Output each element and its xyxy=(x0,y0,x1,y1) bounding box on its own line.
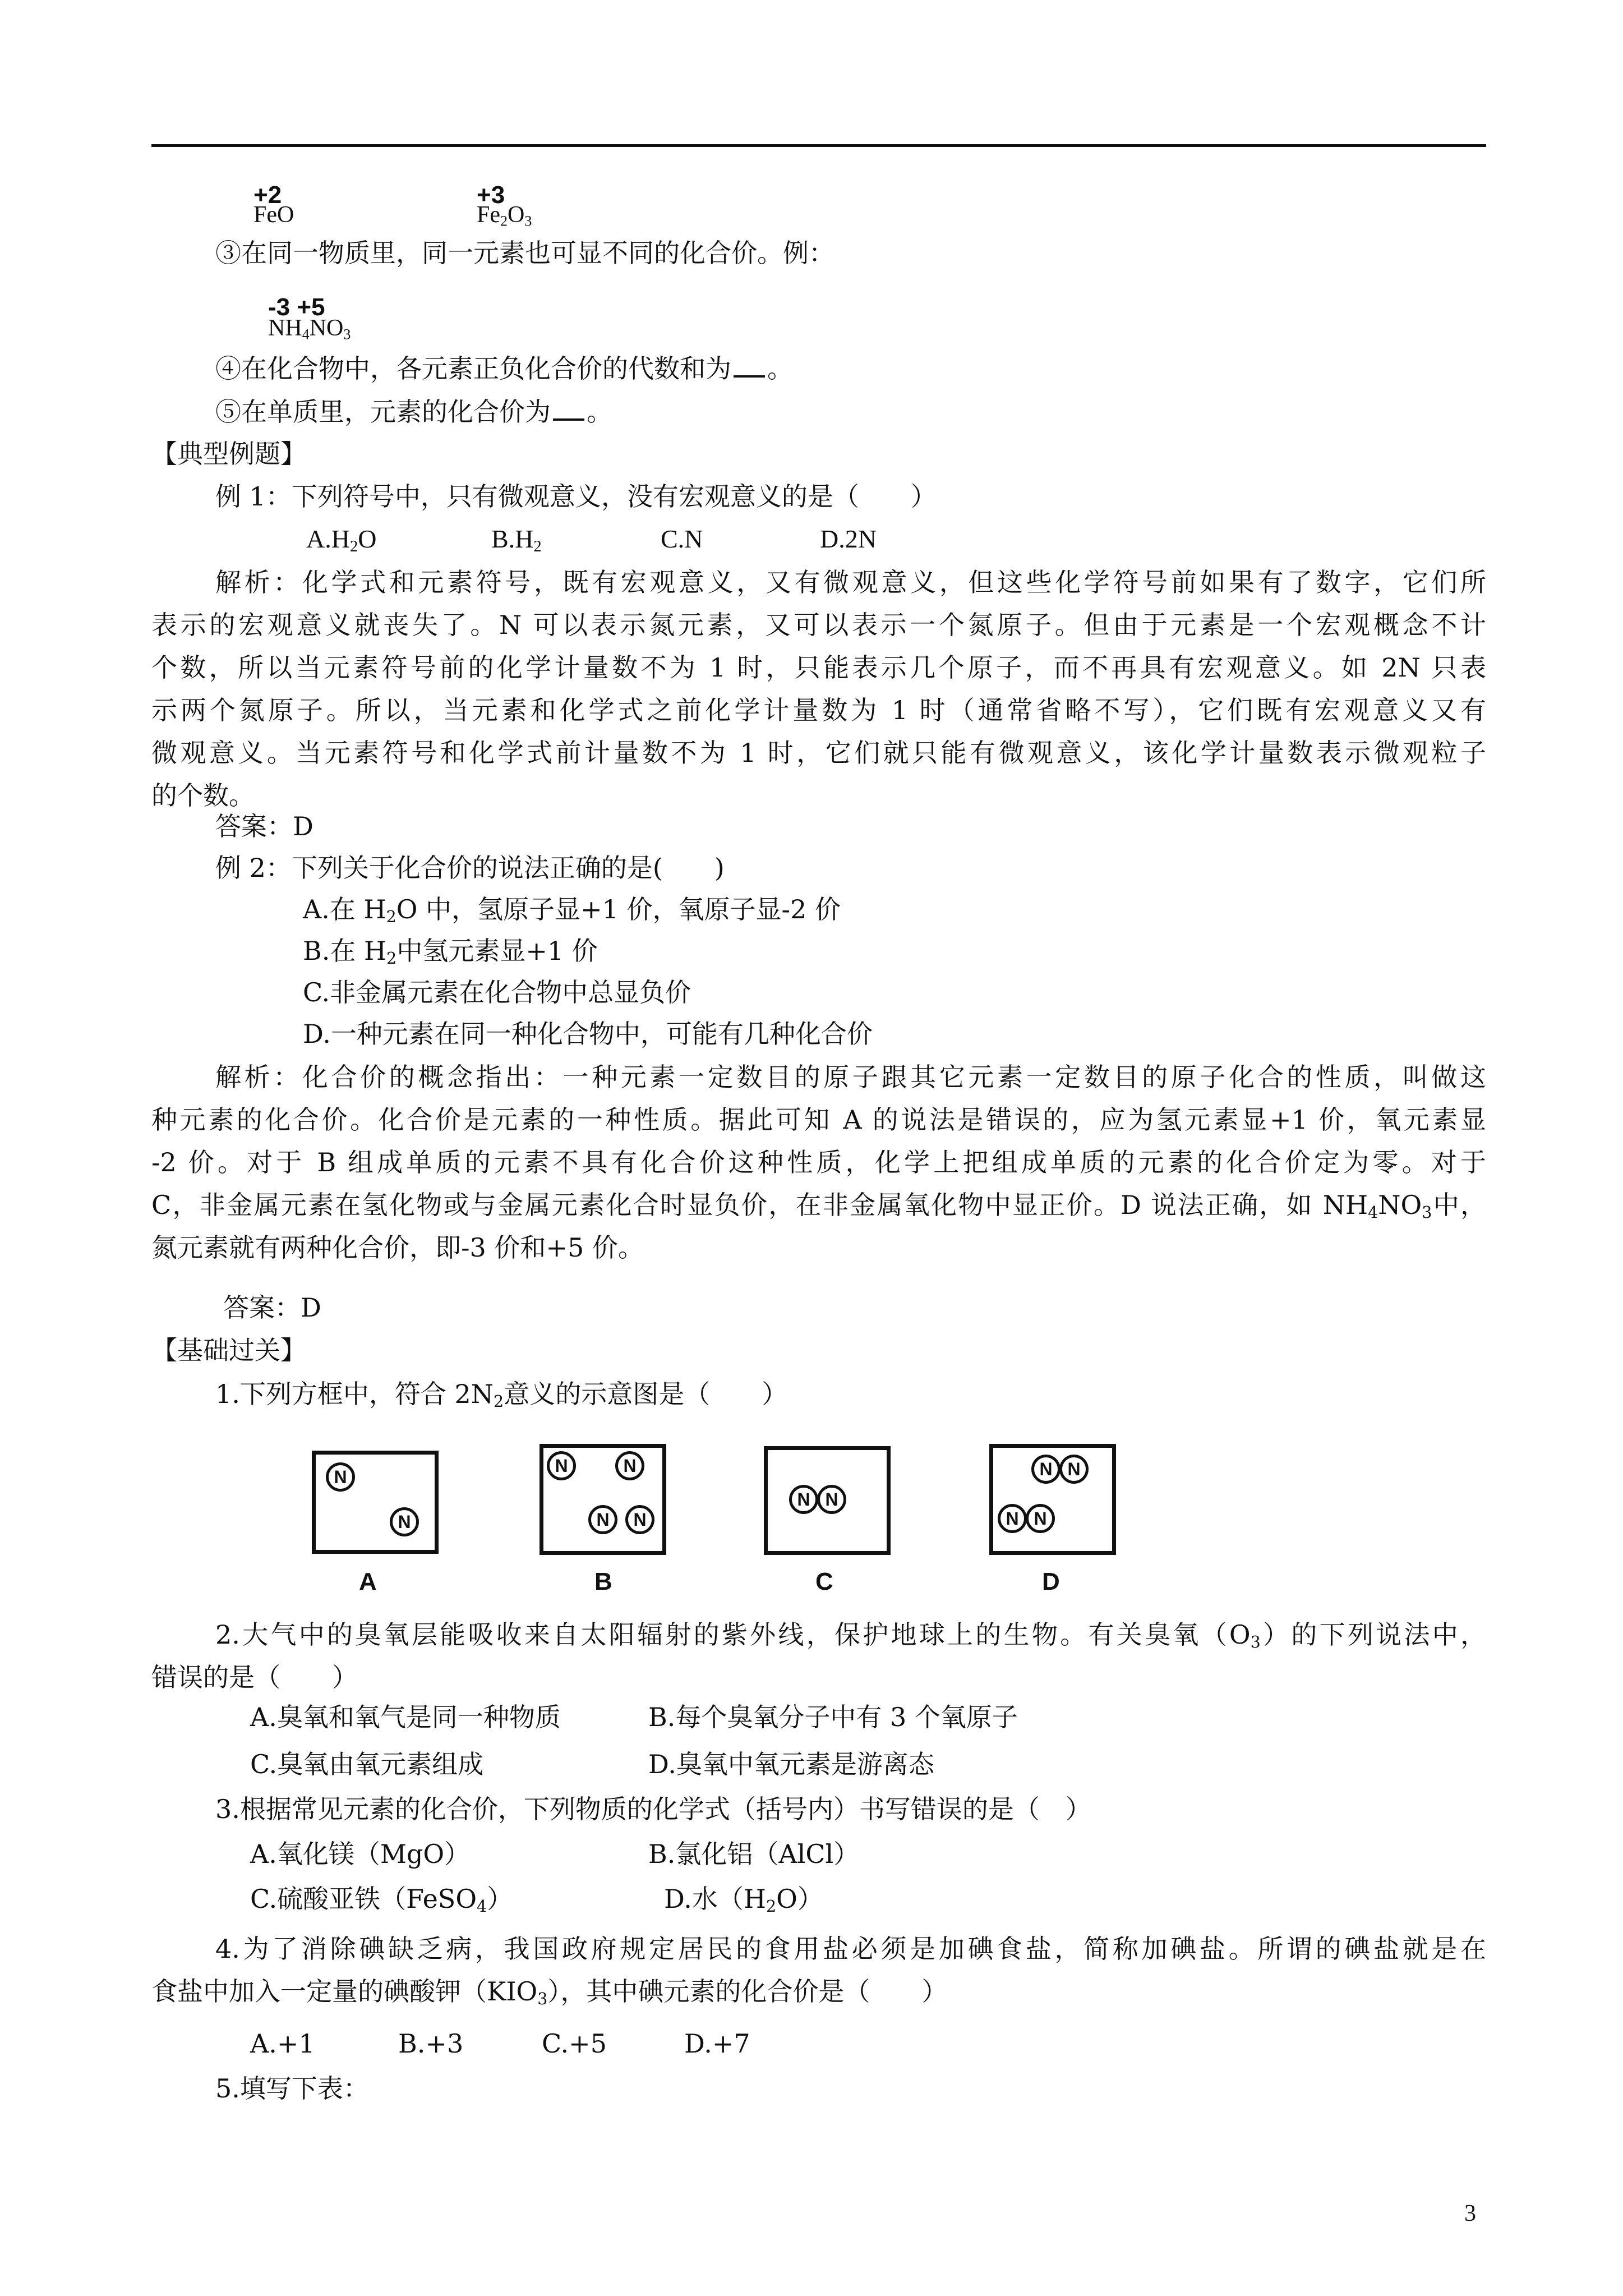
n-atom: N xyxy=(615,1451,644,1480)
nh4no3-charge: -3 +5 xyxy=(268,293,325,321)
q2-option-c: C.臭氧由氧元素组成 xyxy=(250,1749,484,1779)
header-rule xyxy=(151,144,1486,147)
q1-figure-d xyxy=(989,1444,1116,1555)
q4-option-d: D.+7 xyxy=(684,2028,750,2059)
section-typical-examples: 【典型例题】 xyxy=(151,439,306,469)
q1-label-c: C xyxy=(815,1568,833,1595)
n-atom: N xyxy=(326,1462,355,1492)
q4-option-c: C.+5 xyxy=(542,2028,607,2059)
n-atom: N xyxy=(1059,1455,1089,1484)
example1-option-c: C.N xyxy=(661,524,703,553)
q3-stem: 3.根据常见元素的化合价，下列物质的化学式（括号内）书写错误的是（ ） xyxy=(215,1794,1091,1824)
example1-analysis: 解析：化学式和元素符号，既有宏观意义，又有微观意义，但这些化学符号前如果有了数字，它们所 表示的宏观意义就丧失了。N 可以表示氮元素，又可以表示一个氮原子。但由于元素是一个宏观概念不计 个数，所以当元素符号前的化学计量数不为 1 时，只能表示几个原子，而不再具有宏观意义。如 2N 只表 示两个氮原子。所以，当元素和化学式之前化学计量数为 1 时（通常省略不写），它们既有宏观意义又有 微观意义。当元素符号和化学式前计量数不为 1 时，它们就只能有微观意义，该化学计量数表示微观粒子 的个数。 xyxy=(151,567,1486,811)
n-atom: N xyxy=(588,1505,617,1534)
example1-option-b: $B.H_2$ xyxy=(491,524,542,556)
q3-option-a: A.氧化镁（MgO） xyxy=(250,1839,471,1869)
n-atom: N xyxy=(789,1485,818,1514)
n-atom: N xyxy=(625,1505,654,1534)
q2-option-b: B.每个臭氧分子中有 3 个氧原子 xyxy=(648,1702,1018,1732)
nh4no3-formula: $NH_4NO_3$ xyxy=(268,315,351,343)
example2-option-b: B.在 $H_2$中氢元素显+1 价 xyxy=(303,936,598,968)
fe2o3-charge: +3 xyxy=(477,181,505,209)
q4-option-b: B.+3 xyxy=(398,2028,464,2059)
n-atom: N xyxy=(390,1507,419,1536)
q1-label-d: D xyxy=(1042,1568,1060,1595)
example1-answer: 答案：D xyxy=(215,811,313,841)
rule-4: ④在化合物中，各元素正负化合价的代数和为 。 xyxy=(215,353,793,384)
n-atom: N xyxy=(817,1485,846,1514)
q1-stem: 1.下列方框中，符合 $2N_2$意义的示意图是（ ） xyxy=(215,1379,788,1411)
q4-option-a: A.+1 xyxy=(250,2028,315,2059)
feo-formula: FeO xyxy=(253,202,294,228)
example2-option-c: C.非金属元素在化合物中总显负价 xyxy=(303,977,691,1007)
fe2o3-formula: $Fe_2O_3$ xyxy=(477,202,532,229)
n-atom: N xyxy=(1031,1455,1061,1484)
rule-5-blank[interactable] xyxy=(553,399,584,421)
rule-4-blank[interactable] xyxy=(734,356,765,378)
page-number: 3 xyxy=(1464,2201,1476,2226)
q5-stem: 5.填写下表： xyxy=(215,2073,369,2104)
q1-figure-b xyxy=(540,1444,666,1555)
q1-label-b: B xyxy=(594,1568,612,1595)
q1-figure-c xyxy=(764,1446,891,1555)
example2-option-d: D.一种元素在同一种化合物中，可能有几种化合价 xyxy=(303,1019,873,1049)
rule-5: ⑤在单质里，元素的化合价为 。 xyxy=(215,397,612,427)
q1-figure-a xyxy=(312,1451,439,1554)
feo-charge: +2 xyxy=(253,181,282,209)
q1-label-a: A xyxy=(359,1568,377,1595)
q2-option-d: D.臭氧中氧元素是游离态 xyxy=(648,1749,934,1779)
rule-3: ③在同一物质里，同一元素也可显不同的化合价。例： xyxy=(215,238,834,268)
section-basic-practice: 【基础过关】 xyxy=(151,1335,306,1365)
example1-question: 例 1：下列符号中，只有微观意义，没有宏观意义的是（ ） xyxy=(215,481,937,512)
example2-analysis: 解析：化合价的概念指出：一种元素一定数目的原子跟其它元素一定数目的原子化合的性质，叫做这 种元素的化合价。化合价是元素的一种性质。据此可知 A 的说法是错误的，应为氢元素显+1 价，氧元素显 -2 价。对于 B 组成单质的元素不具有化合价这种性质，化学上把组成单质的元素的化合价定为零。对于 C，非金属元素在氢化物或与金属元素化合时显负价，在非金属氧化物中显正价。D 说法正确，如 $NH_4NO_3$中， 氮元素就有两种化合价，即-3 价和+5 价。 xyxy=(151,1062,1487,1263)
q3-option-c: C.硫酸亚铁（FeSO$_4$） xyxy=(250,1884,513,1916)
n-atom: N xyxy=(998,1504,1027,1533)
q3-option-d: D.水$(H_2O)$ xyxy=(664,1884,823,1916)
n-atom: N xyxy=(547,1451,576,1480)
example2-option-a: A.在 $H_2O$ 中，氢原子显+1 价，氧原子显-2 价 xyxy=(303,894,841,927)
example2-question: 例 2：下列关于化合价的说法正确的是( ) xyxy=(215,853,725,883)
example1-option-a: $A.H_2O$ xyxy=(306,524,377,556)
q2-stem: 2.大气中的臭氧层能吸收来自太阳辐射的紫外线，保护地球上的生物。有关臭氧$(O_3)$的下列说法中， 错误的是（ ） xyxy=(151,1619,1487,1692)
n-atom: N xyxy=(1026,1504,1055,1533)
q4-stem: 4.为了消除碘缺乏病，我国政府规定居民的食用盐必须是加碘食盐，简称加碘盐。所谓的碘盐就是在 食盐中加入一定量的碘酸钾$(KIO_3)$，其中碘元素的化合价是（ ） xyxy=(151,1934,1486,2009)
q2-option-a: A.臭氧和氧气是同一种物质 xyxy=(250,1702,561,1732)
example1-option-d: D.2N xyxy=(820,524,877,553)
q3-option-b: B.氯化铝（AlCl） xyxy=(648,1839,860,1869)
example2-answer: 答案：D xyxy=(223,1292,321,1323)
